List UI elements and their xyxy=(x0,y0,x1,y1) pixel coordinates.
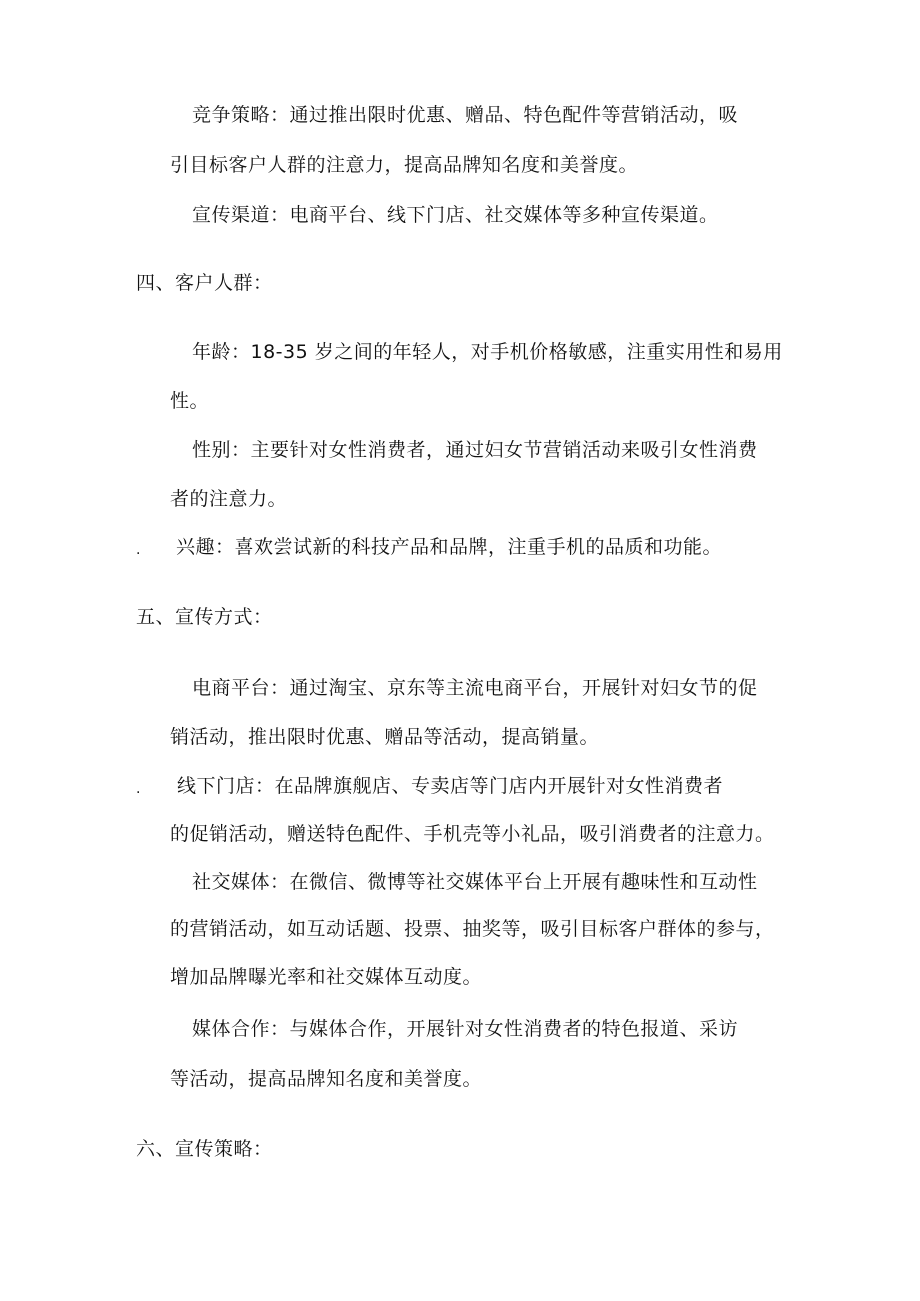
paragraph-offline-stores-line-1: 线下门店：在品牌旗舰店、专卖店等门店内开展针对女性消费者 xyxy=(177,775,724,797)
section-heading-promotion-strategy: 六、宣传策略： xyxy=(136,1138,273,1160)
paragraph-ecommerce-line-1: 电商平台：通过淘宝、京东等主流电商平台，开展针对妇女节的促 xyxy=(192,677,758,699)
bullet-dot: . xyxy=(136,781,141,797)
paragraph-social-media-line-2: 的营销活动，如互动话题、投票、抽奖等，吸引目标客户群体的参与， xyxy=(170,918,775,940)
paragraph-social-media-line-3: 增加品牌曝光率和社交媒体互动度。 xyxy=(170,966,483,988)
paragraph-media-cooperation-line-2: 等活动，提高品牌知名度和美誉度。 xyxy=(170,1068,483,1090)
paragraph-ecommerce-line-2: 销活动，推出限时优惠、赠品等活动，提高销量。 xyxy=(170,726,600,748)
paragraph-interests: 兴趣：喜欢尝试新的科技产品和品牌，注重手机的品质和功能。 xyxy=(176,536,723,558)
paragraph-age-line-2: 性。 xyxy=(170,390,210,412)
paragraph-channels: 宣传渠道：电商平台、线下门店、社交媒体等多种宣传渠道。 xyxy=(192,204,719,226)
paragraph-competition-strategy-line-2: 引目标客户人群的注意力，提高品牌知名度和美誉度。 xyxy=(170,154,639,176)
paragraph-offline-stores-line-2: 的促销活动，赠送特色配件、手机壳等小礼品，吸引消费者的注意力。 xyxy=(170,823,775,845)
bullet-dot: . xyxy=(136,542,141,558)
paragraph-media-cooperation-line-1: 媒体合作：与媒体合作，开展针对女性消费者的特色报道、采访 xyxy=(192,1018,739,1040)
paragraph-age-line-1: 年龄：18-35 岁之间的年轻人，对手机价格敏感，注重实用性和易用 xyxy=(192,341,783,363)
section-heading-promotion-methods: 五、宣传方式： xyxy=(136,606,273,628)
section-heading-customers: 四、客户人群： xyxy=(136,272,273,294)
paragraph-gender-line-1: 性别：主要针对女性消费者，通过妇女节营销活动来吸引女性消费 xyxy=(192,439,758,461)
paragraph-social-media-line-1: 社交媒体：在微信、微博等社交媒体平台上开展有趣味性和互动性 xyxy=(192,871,758,893)
paragraph-gender-line-2: 者的注意力。 xyxy=(170,488,288,510)
paragraph-competition-strategy-line-1: 竞争策略：通过推出限时优惠、赠品、特色配件等营销活动，吸 xyxy=(192,104,739,126)
